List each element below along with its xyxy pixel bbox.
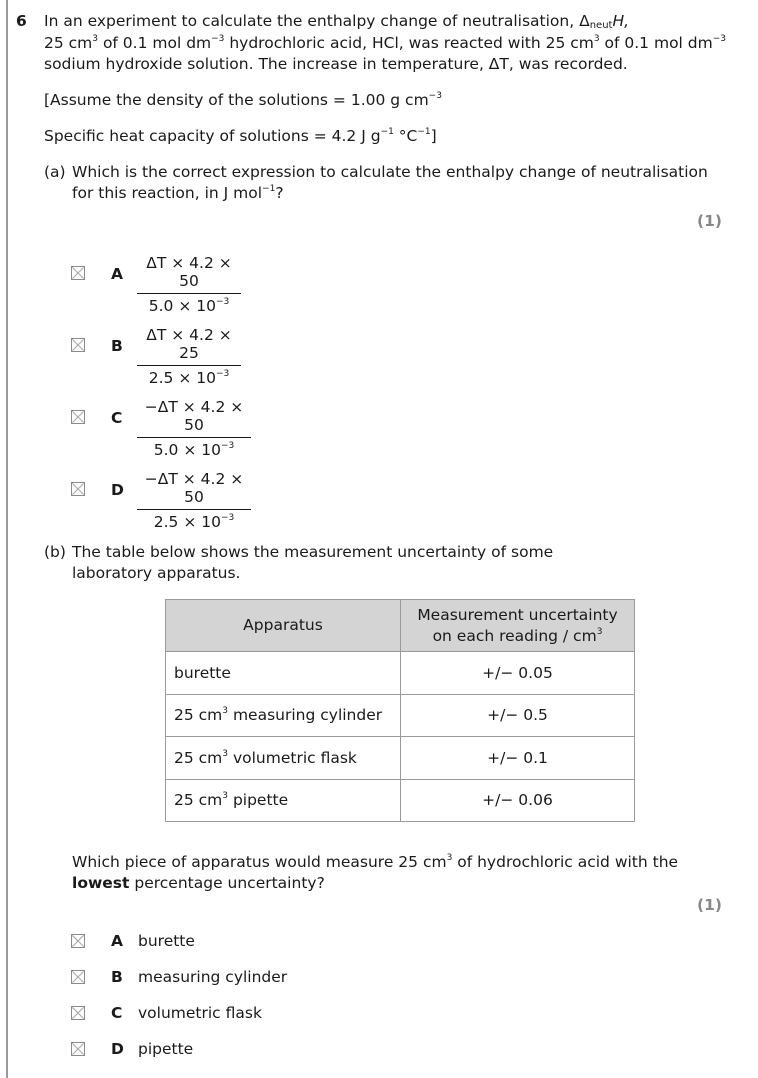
option-d-numerator: −ΔT × 4.2 × 50 [137, 470, 251, 510]
option-d-expression [137, 470, 251, 531]
option-b-checkbox[interactable] [71, 338, 85, 352]
option-b-d-text: pipette [138, 1040, 194, 1058]
option-d-checkbox[interactable] [71, 482, 85, 496]
part-a-line-2: for this reaction, in J mol$^{-1}$? [72, 184, 284, 202]
option-b-letter: B [111, 337, 123, 355]
uncertainty-cell: +/− 0.06 [401, 779, 635, 822]
option-b-a-letter: A [111, 932, 123, 950]
table-row [166, 694, 635, 737]
option-c-numerator: −ΔT × 4.2 × 50 [137, 398, 251, 438]
option-b-d-letter: D [111, 1040, 124, 1058]
specific-heat-capacity: Specific heat capacity of solutions = 4.2 J $g^{-1}$ $^\circ C^{-1}$] [44, 127, 437, 145]
apparatus-cell: 25 $cm^3$ measuring cylinder [166, 694, 401, 737]
option-b-a-text: burette [138, 932, 195, 950]
part-a-marks: (1) [697, 212, 722, 230]
option-c-checkbox[interactable] [71, 410, 85, 424]
apparatus-cell: burette [166, 652, 401, 695]
option-b-numerator: ΔT × 4.2 × 25 [137, 326, 241, 366]
part-b-line-1: The table below shows the measurement uncertainty of some [72, 543, 554, 561]
option-a-denominator: $5.0 \times 10^{-3}$ [148, 297, 230, 315]
option-b-c-text: volumetric flask [138, 1004, 262, 1022]
apparatus-cell: 25 $cm^3$ pipette [166, 779, 401, 822]
apparatus-table [165, 599, 635, 822]
table-row [166, 737, 635, 780]
option-d-letter: D [111, 481, 124, 499]
stem-line-1: In an experiment to calculate the enthalpy change of neutralisation, $\Delta_{neut}H$, [44, 12, 630, 31]
part-b-marks: (1) [697, 896, 722, 914]
table-row [166, 652, 635, 695]
question-number: 6 [16, 12, 27, 30]
option-b-b-text: measuring cylinder [138, 968, 288, 986]
uncertainty-cell: +/− 0.05 [401, 652, 635, 695]
part-b-label: (b) [44, 543, 66, 561]
option-b-b-letter: B [111, 968, 123, 986]
option-b-b-checkbox[interactable] [71, 970, 85, 984]
option-c-denominator: $5.0 \times 10^{-3}$ [153, 441, 235, 459]
header-uncertainty: Measurement uncertainty on each reading / $cm^3$ [401, 600, 635, 652]
option-b-denominator: $2.5 \times 10^{-3}$ [148, 369, 230, 387]
uncertainty-cell: +/− 0.1 [401, 737, 635, 780]
option-a-numerator: ΔT × 4.2 × 50 [137, 254, 241, 294]
assumption-density: [Assume the density of the solutions = 1.00 g $cm^{-3}$ [44, 91, 442, 109]
part-a-label: (a) [44, 163, 66, 181]
part-b-line-2: laboratory apparatus. [72, 564, 241, 582]
table-row [166, 779, 635, 822]
margin-rule [6, 0, 8, 1078]
option-b-c-letter: C [111, 1004, 123, 1022]
option-b-d-checkbox[interactable] [71, 1042, 85, 1056]
option-c-expression [137, 398, 251, 459]
stem-line-3: sodium hydroxide solution. The increase in temperature, ΔT, was recorded. [44, 55, 628, 73]
part-a-line-1: Which is the correct expression to calculate the enthalpy change of neutralisation [72, 163, 708, 181]
uncertainty-cell: +/− 0.5 [401, 694, 635, 737]
option-b-a-checkbox[interactable] [71, 934, 85, 948]
option-b-expression [137, 326, 241, 387]
header-apparatus: Apparatus [166, 600, 401, 652]
option-c-letter: C [111, 409, 123, 427]
option-a-expression [137, 254, 241, 315]
stem-line-2: 25 $cm^3$ of 0.1 mol $dm^{-3}$ hydrochloric acid, HCl, was reacted with 25 $cm^3$ of 0.1 mol $dm^{-3}$ [44, 34, 726, 52]
option-a-checkbox[interactable] [71, 266, 85, 280]
option-b-c-checkbox[interactable] [71, 1006, 85, 1020]
table-header-row [166, 600, 635, 652]
apparatus-cell: 25 $cm^3$ volumetric flask [166, 737, 401, 780]
option-d-denominator: $2.5 \times 10^{-3}$ [153, 513, 235, 531]
option-a-letter: A [111, 265, 123, 283]
part-b-question-line-2: lowest percentage uncertainty? [72, 874, 325, 892]
part-b-question-line-1: Which piece of apparatus would measure 25 $cm^3$ of hydrochloric acid with the [72, 853, 679, 871]
